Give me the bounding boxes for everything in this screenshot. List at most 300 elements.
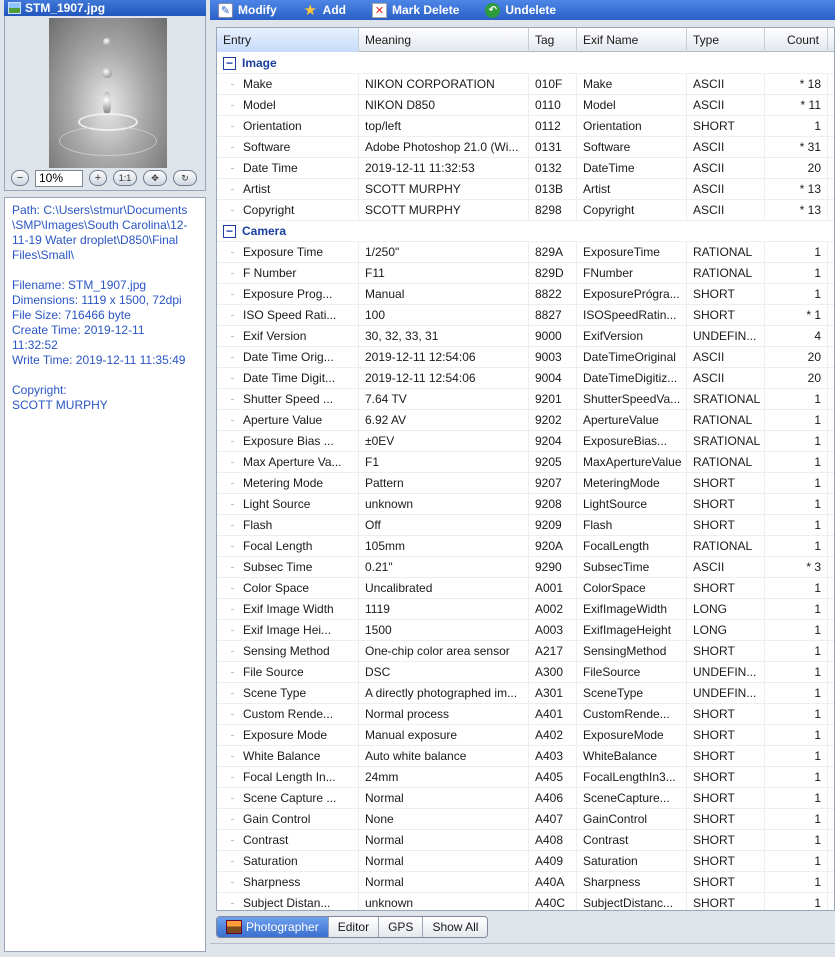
table-row[interactable] <box>217 851 835 872</box>
table-row[interactable] <box>217 389 835 410</box>
undelete-label: Undelete <box>505 3 557 17</box>
table-row[interactable] <box>217 326 835 347</box>
cell-entry: ISO Speed Rati... <box>217 305 359 326</box>
cell-count: 1 <box>765 662 828 683</box>
cell-tag: A403 <box>529 746 577 767</box>
cell-count: * 18 <box>765 74 828 95</box>
cell-count: 1 <box>765 830 828 851</box>
cell-count: 1 <box>765 410 828 431</box>
cell-exif: Artist <box>577 179 687 200</box>
zoom-in-icon[interactable]: + <box>89 170 107 186</box>
cell-entry: Subject Distan... <box>217 893 359 912</box>
cell-count: 20 <box>765 158 828 179</box>
cell-type: ASCII <box>687 74 765 95</box>
table-row[interactable] <box>217 536 835 557</box>
cell-meaning: F1 <box>359 452 529 473</box>
cell-type: SHORT <box>687 284 765 305</box>
table-row[interactable] <box>217 473 835 494</box>
file-size-info: File Size: 716466 byte <box>12 308 131 322</box>
cell-tag: A301 <box>529 683 577 704</box>
cell-exif: WhiteBalance <box>577 746 687 767</box>
table-row[interactable] <box>217 662 835 683</box>
cell-type: UNDEFIN... <box>687 662 765 683</box>
cell-type: SHORT <box>687 809 765 830</box>
table-row[interactable] <box>217 872 835 893</box>
cell-type: SHORT <box>687 830 765 851</box>
cell-entry: Date Time Digit... <box>217 368 359 389</box>
cell-exif: LightSource <box>577 494 687 515</box>
cell-count: 1 <box>765 893 828 912</box>
cell-type: SHORT <box>687 578 765 599</box>
cell-meaning: 1500 <box>359 620 529 641</box>
column-header-type[interactable]: Type <box>687 28 765 52</box>
cell-meaning: Auto white balance <box>359 746 529 767</box>
cell-count: 1 <box>765 599 828 620</box>
cell-count: 1 <box>765 767 828 788</box>
cell-tag: 9003 <box>529 347 577 368</box>
cell-entry: Gain Control <box>217 809 359 830</box>
water-drop <box>103 38 111 46</box>
cell-tag: A003 <box>529 620 577 641</box>
table-row[interactable] <box>217 116 835 137</box>
cell-entry: Software <box>217 137 359 158</box>
zoom-level-input[interactable] <box>35 170 83 187</box>
cell-exif: SensingMethod <box>577 641 687 662</box>
cell-tag: 0110 <box>529 95 577 116</box>
cell-entry: Exif Image Width <box>217 599 359 620</box>
table-row[interactable] <box>217 683 835 704</box>
cell-entry: Date Time <box>217 158 359 179</box>
cell-tag: 0132 <box>529 158 577 179</box>
cell-meaning: SCOTT MURPHY <box>359 200 529 221</box>
cell-count: 1 <box>765 872 828 893</box>
cell-tag: 013B <box>529 179 577 200</box>
cell-entry: Metering Mode <box>217 473 359 494</box>
cell-tag: A408 <box>529 830 577 851</box>
cell-type: RATIONAL <box>687 410 765 431</box>
add-button[interactable] <box>303 3 346 18</box>
cell-tag: 0112 <box>529 116 577 137</box>
path-line: Path: C:\Users\stmur\Documents <box>12 203 188 217</box>
cell-tag: A40A <box>529 872 577 893</box>
cell-tag: A407 <box>529 809 577 830</box>
tab-gps[interactable] <box>379 917 423 937</box>
cell-entry: Artist <box>217 179 359 200</box>
cell-count: 1 <box>765 641 828 662</box>
house-icon <box>226 920 242 934</box>
modify-button[interactable] <box>218 3 277 18</box>
table-row[interactable] <box>217 242 835 263</box>
cell-tag: 0131 <box>529 137 577 158</box>
table-row[interactable] <box>217 620 835 641</box>
cell-entry: Max Aperture Va... <box>217 452 359 473</box>
cell-type: SHORT <box>687 473 765 494</box>
tab-label: Editor <box>337 920 370 934</box>
undelete-button[interactable] <box>485 3 556 18</box>
collapse-icon[interactable]: − <box>223 57 236 70</box>
cell-exif: SubsecTime <box>577 557 687 578</box>
cell-tag: 829A <box>529 242 577 263</box>
cell-count: 1 <box>765 242 828 263</box>
cell-meaning: SCOTT MURPHY <box>359 179 529 200</box>
cell-meaning: 100 <box>359 305 529 326</box>
table-row[interactable] <box>217 599 835 620</box>
path-line: 11-19 Water droplet\D850\Final <box>12 233 179 247</box>
cell-exif: SubjectDistanc... <box>577 893 687 912</box>
table-row[interactable] <box>217 830 835 851</box>
cell-entry: Sharpness <box>217 872 359 893</box>
table-row[interactable] <box>217 641 835 662</box>
cell-meaning: Adobe Photoshop 21.0 (Wi... <box>359 137 529 158</box>
cell-meaning: A directly photographed im... <box>359 683 529 704</box>
cell-entry: Exposure Bias ... <box>217 431 359 452</box>
cell-entry: Contrast <box>217 830 359 851</box>
bottom-tab-bar <box>216 916 488 938</box>
cell-tag: 9207 <box>529 473 577 494</box>
mark-delete-button[interactable] <box>372 3 459 18</box>
delete-icon: ✕ <box>372 3 387 18</box>
cell-tag: A409 <box>529 851 577 872</box>
table-row[interactable] <box>217 893 835 911</box>
cell-exif: ColorSpace <box>577 578 687 599</box>
cell-entry: Aperture Value <box>217 410 359 431</box>
group-label: Image <box>242 56 277 70</box>
cell-count: 1 <box>765 494 828 515</box>
cell-meaning: 1/250" <box>359 242 529 263</box>
undo-icon: ↶ <box>485 3 500 18</box>
add-label: Add <box>322 3 346 17</box>
cell-meaning: ±0EV <box>359 431 529 452</box>
cell-exif: ApertureValue <box>577 410 687 431</box>
table-row[interactable] <box>217 95 835 116</box>
cell-type: RATIONAL <box>687 452 765 473</box>
cell-exif: MaxApertureValue <box>577 452 687 473</box>
cell-type: SHORT <box>687 704 765 725</box>
column-header-entry[interactable]: Entry <box>217 28 359 52</box>
path-line: Files\Small\ <box>12 248 75 262</box>
tab-editor[interactable] <box>329 917 379 937</box>
cell-count: 1 <box>765 746 828 767</box>
cell-tag: A002 <box>529 599 577 620</box>
group-row[interactable] <box>217 53 835 74</box>
column-header-exif-name[interactable]: Exif Name <box>577 28 687 52</box>
cell-entry: Exif Image Hei... <box>217 620 359 641</box>
image-file-icon <box>8 2 21 14</box>
cell-exif: DateTimeOriginal <box>577 347 687 368</box>
write-time-info: Write Time: 2019-12-11 11:35:49 <box>12 353 186 367</box>
cell-type: SRATIONAL <box>687 389 765 410</box>
cell-type: SHORT <box>687 851 765 872</box>
table-row[interactable] <box>217 431 835 452</box>
cell-exif: DateTime <box>577 158 687 179</box>
cell-meaning: unknown <box>359 494 529 515</box>
cell-type: SHORT <box>687 515 765 536</box>
cell-entry: Custom Rende... <box>217 704 359 725</box>
cell-entry: Orientation <box>217 116 359 137</box>
table-row[interactable] <box>217 74 835 95</box>
cell-tag: 9004 <box>529 368 577 389</box>
cell-tag: 9000 <box>529 326 577 347</box>
cell-exif: ShutterSpeedVa... <box>577 389 687 410</box>
cell-meaning: Normal process <box>359 704 529 725</box>
cell-type: SHORT <box>687 641 765 662</box>
cell-type: ASCII <box>687 368 765 389</box>
table-row[interactable] <box>217 305 835 326</box>
table-row[interactable] <box>217 515 835 536</box>
cell-meaning: 2019-12-11 11:32:53 <box>359 158 529 179</box>
water-ripple <box>59 126 157 156</box>
cell-tag: 9205 <box>529 452 577 473</box>
cell-entry: Sensing Method <box>217 641 359 662</box>
cell-entry: Exposure Mode <box>217 725 359 746</box>
cell-meaning: Normal <box>359 788 529 809</box>
cell-entry: Scene Type <box>217 683 359 704</box>
cell-type: RATIONAL <box>687 242 765 263</box>
file-info-panel <box>4 197 206 952</box>
cell-exif: ExposurePrógra... <box>577 284 687 305</box>
cell-exif: MeteringMode <box>577 473 687 494</box>
filename-info: Filename: STM_1907.jpg <box>12 278 147 292</box>
zoom-out-icon[interactable]: − <box>11 170 29 186</box>
cell-entry: Flash <box>217 515 359 536</box>
cell-type: RATIONAL <box>687 536 765 557</box>
cell-entry: Copyright <box>217 200 359 221</box>
image-thumbnail[interactable] <box>49 18 167 168</box>
cell-tag: 010F <box>529 74 577 95</box>
cell-count: 1 <box>765 389 828 410</box>
file-title-bar <box>4 0 206 16</box>
cell-meaning: 7.64 TV <box>359 389 529 410</box>
cell-exif: FileSource <box>577 662 687 683</box>
cell-type: ASCII <box>687 179 765 200</box>
cell-tag: A001 <box>529 578 577 599</box>
cell-entry: Subsec Time <box>217 557 359 578</box>
status-strip <box>210 943 835 957</box>
copyright-label: Copyright: <box>12 383 67 397</box>
cell-type: LONG <box>687 620 765 641</box>
cell-tag: A300 <box>529 662 577 683</box>
cell-count: 1 <box>765 515 828 536</box>
cell-entry: Date Time Orig... <box>217 347 359 368</box>
table-row[interactable] <box>217 263 835 284</box>
cell-meaning: unknown <box>359 893 529 912</box>
cell-meaning: 24mm <box>359 767 529 788</box>
preview-panel <box>4 16 206 191</box>
cell-type: SHORT <box>687 872 765 893</box>
table-row[interactable] <box>217 725 835 746</box>
toolbar <box>210 0 835 20</box>
cell-entry: Model <box>217 95 359 116</box>
table-row[interactable] <box>217 137 835 158</box>
cell-meaning: Normal <box>359 851 529 872</box>
cell-entry: Light Source <box>217 494 359 515</box>
cell-exif: DateTimeDigitiz... <box>577 368 687 389</box>
cell-meaning: Pattern <box>359 473 529 494</box>
cell-count: 1 <box>765 788 828 809</box>
cell-meaning: NIKON CORPORATION <box>359 74 529 95</box>
cell-entry: Exif Version <box>217 326 359 347</box>
table-row[interactable] <box>217 410 835 431</box>
cell-count: 1 <box>765 578 828 599</box>
copyright-value: SCOTT MURPHY <box>12 398 108 412</box>
cell-tag: 8822 <box>529 284 577 305</box>
rotate-icon[interactable]: ↻ <box>173 170 197 186</box>
cell-type: ASCII <box>687 158 765 179</box>
table-row[interactable] <box>217 746 835 767</box>
cell-type: SHORT <box>687 767 765 788</box>
cell-tag: A405 <box>529 767 577 788</box>
cell-exif: ExifImageHeight <box>577 620 687 641</box>
cell-meaning: 2019-12-11 12:54:06 <box>359 347 529 368</box>
cell-type: LONG <box>687 599 765 620</box>
cell-count: 1 <box>765 809 828 830</box>
file-title-label: STM_1907.jpg <box>25 1 106 15</box>
table-row[interactable] <box>217 158 835 179</box>
cell-meaning: 0.21" <box>359 557 529 578</box>
cell-type: SHORT <box>687 746 765 767</box>
cell-entry: Scene Capture ... <box>217 788 359 809</box>
exif-table <box>216 27 835 911</box>
cell-tag: A402 <box>529 725 577 746</box>
table-header <box>217 28 835 52</box>
group-label: Camera <box>242 224 287 238</box>
cell-entry: Make <box>217 74 359 95</box>
cell-meaning: 6.92 AV <box>359 410 529 431</box>
column-header-count[interactable]: Count <box>765 28 828 52</box>
cell-tag: 920A <box>529 536 577 557</box>
table-row[interactable] <box>217 494 835 515</box>
cell-meaning: 1119 <box>359 599 529 620</box>
cell-meaning: DSC <box>359 662 529 683</box>
table-row[interactable] <box>217 557 835 578</box>
cell-exif: CustomRende... <box>577 704 687 725</box>
table-row[interactable] <box>217 179 835 200</box>
cell-type: ASCII <box>687 137 765 158</box>
fit-to-window-icon[interactable]: ✥ <box>143 170 167 186</box>
cell-exif: Software <box>577 137 687 158</box>
cell-count: 1 <box>765 851 828 872</box>
cell-exif: Make <box>577 74 687 95</box>
cell-exif: ExposureBias... <box>577 431 687 452</box>
cell-type: RATIONAL <box>687 263 765 284</box>
cell-tag: 9204 <box>529 431 577 452</box>
actual-size-icon[interactable]: 1:1 <box>113 170 137 186</box>
cell-meaning: One-chip color area sensor <box>359 641 529 662</box>
cell-type: UNDEFIN... <box>687 683 765 704</box>
cell-meaning: 105mm <box>359 536 529 557</box>
cell-count: * 31 <box>765 137 828 158</box>
cell-type: SHORT <box>687 893 765 912</box>
cell-meaning: None <box>359 809 529 830</box>
cell-count: * 13 <box>765 179 828 200</box>
cell-exif: Model <box>577 95 687 116</box>
cell-exif: ExposureMode <box>577 725 687 746</box>
cell-count: 1 <box>765 116 828 137</box>
cell-count: * 13 <box>765 200 828 221</box>
cell-tag: A401 <box>529 704 577 725</box>
cell-exif: Sharpness <box>577 872 687 893</box>
cell-tag: 8827 <box>529 305 577 326</box>
cell-tag: 9208 <box>529 494 577 515</box>
column-header-tag[interactable]: Tag <box>529 28 577 52</box>
cell-entry: Exposure Prog... <box>217 284 359 305</box>
cell-exif: FocalLengthIn3... <box>577 767 687 788</box>
table-row[interactable] <box>217 347 835 368</box>
cell-exif: Flash <box>577 515 687 536</box>
create-time-info: Create Time: 2019-12-11 <box>12 323 145 337</box>
table-row[interactable] <box>217 200 835 221</box>
cell-type: SHORT <box>687 305 765 326</box>
cell-exif: Orientation <box>577 116 687 137</box>
cell-count: 1 <box>765 452 828 473</box>
cell-type: SHORT <box>687 725 765 746</box>
cell-entry: File Source <box>217 662 359 683</box>
zoom-bar <box>11 169 197 187</box>
cell-exif: GainControl <box>577 809 687 830</box>
cell-exif: FNumber <box>577 263 687 284</box>
cell-tag: 9209 <box>529 515 577 536</box>
table-row[interactable] <box>217 368 835 389</box>
tab-show-all[interactable] <box>423 917 487 937</box>
cell-type: ASCII <box>687 347 765 368</box>
cell-meaning: Uncalibrated <box>359 578 529 599</box>
cell-count: * 11 <box>765 95 828 116</box>
cell-meaning: Normal <box>359 872 529 893</box>
tab-label: Show All <box>432 920 479 934</box>
table-row[interactable] <box>217 704 835 725</box>
star-icon: ★ <box>303 1 317 19</box>
cell-exif: Contrast <box>577 830 687 851</box>
table-body <box>217 53 835 911</box>
cell-count: 1 <box>765 725 828 746</box>
cell-count: 20 <box>765 368 828 389</box>
table-row[interactable] <box>217 788 835 809</box>
cell-tag: 9202 <box>529 410 577 431</box>
left-pane <box>4 0 206 952</box>
table-row[interactable] <box>217 809 835 830</box>
cell-entry: Focal Length In... <box>217 767 359 788</box>
cell-type: ASCII <box>687 200 765 221</box>
cell-meaning: top/left <box>359 116 529 137</box>
cell-entry: Saturation <box>217 851 359 872</box>
collapse-icon[interactable]: − <box>223 225 236 238</box>
cell-tag: A40C <box>529 893 577 912</box>
cell-count: 1 <box>765 473 828 494</box>
table-row[interactable] <box>217 452 835 473</box>
water-drop <box>102 68 112 78</box>
cell-count: * 3 <box>765 557 828 578</box>
table-row[interactable] <box>217 578 835 599</box>
cell-count: 1 <box>765 284 828 305</box>
cell-count: 4 <box>765 326 828 347</box>
cell-type: ASCII <box>687 95 765 116</box>
table-row[interactable] <box>217 767 835 788</box>
cell-meaning: 2019-12-11 12:54:06 <box>359 368 529 389</box>
table-row[interactable] <box>217 284 835 305</box>
tab-label: GPS <box>388 920 414 934</box>
group-row[interactable] <box>217 221 835 242</box>
cell-count: 20 <box>765 347 828 368</box>
tab-photographer[interactable] <box>217 917 329 937</box>
create-time-info-cont: 11:32:52 <box>12 338 58 352</box>
cell-exif: ISOSpeedRatin... <box>577 305 687 326</box>
cell-type: ASCII <box>687 557 765 578</box>
column-header-meaning[interactable]: Meaning <box>359 28 529 52</box>
cell-type: SHORT <box>687 116 765 137</box>
dimensions-info: Dimensions: 1119 x 1500, 72dpi <box>12 293 182 307</box>
cell-count: 1 <box>765 263 828 284</box>
cell-tag: 9201 <box>529 389 577 410</box>
